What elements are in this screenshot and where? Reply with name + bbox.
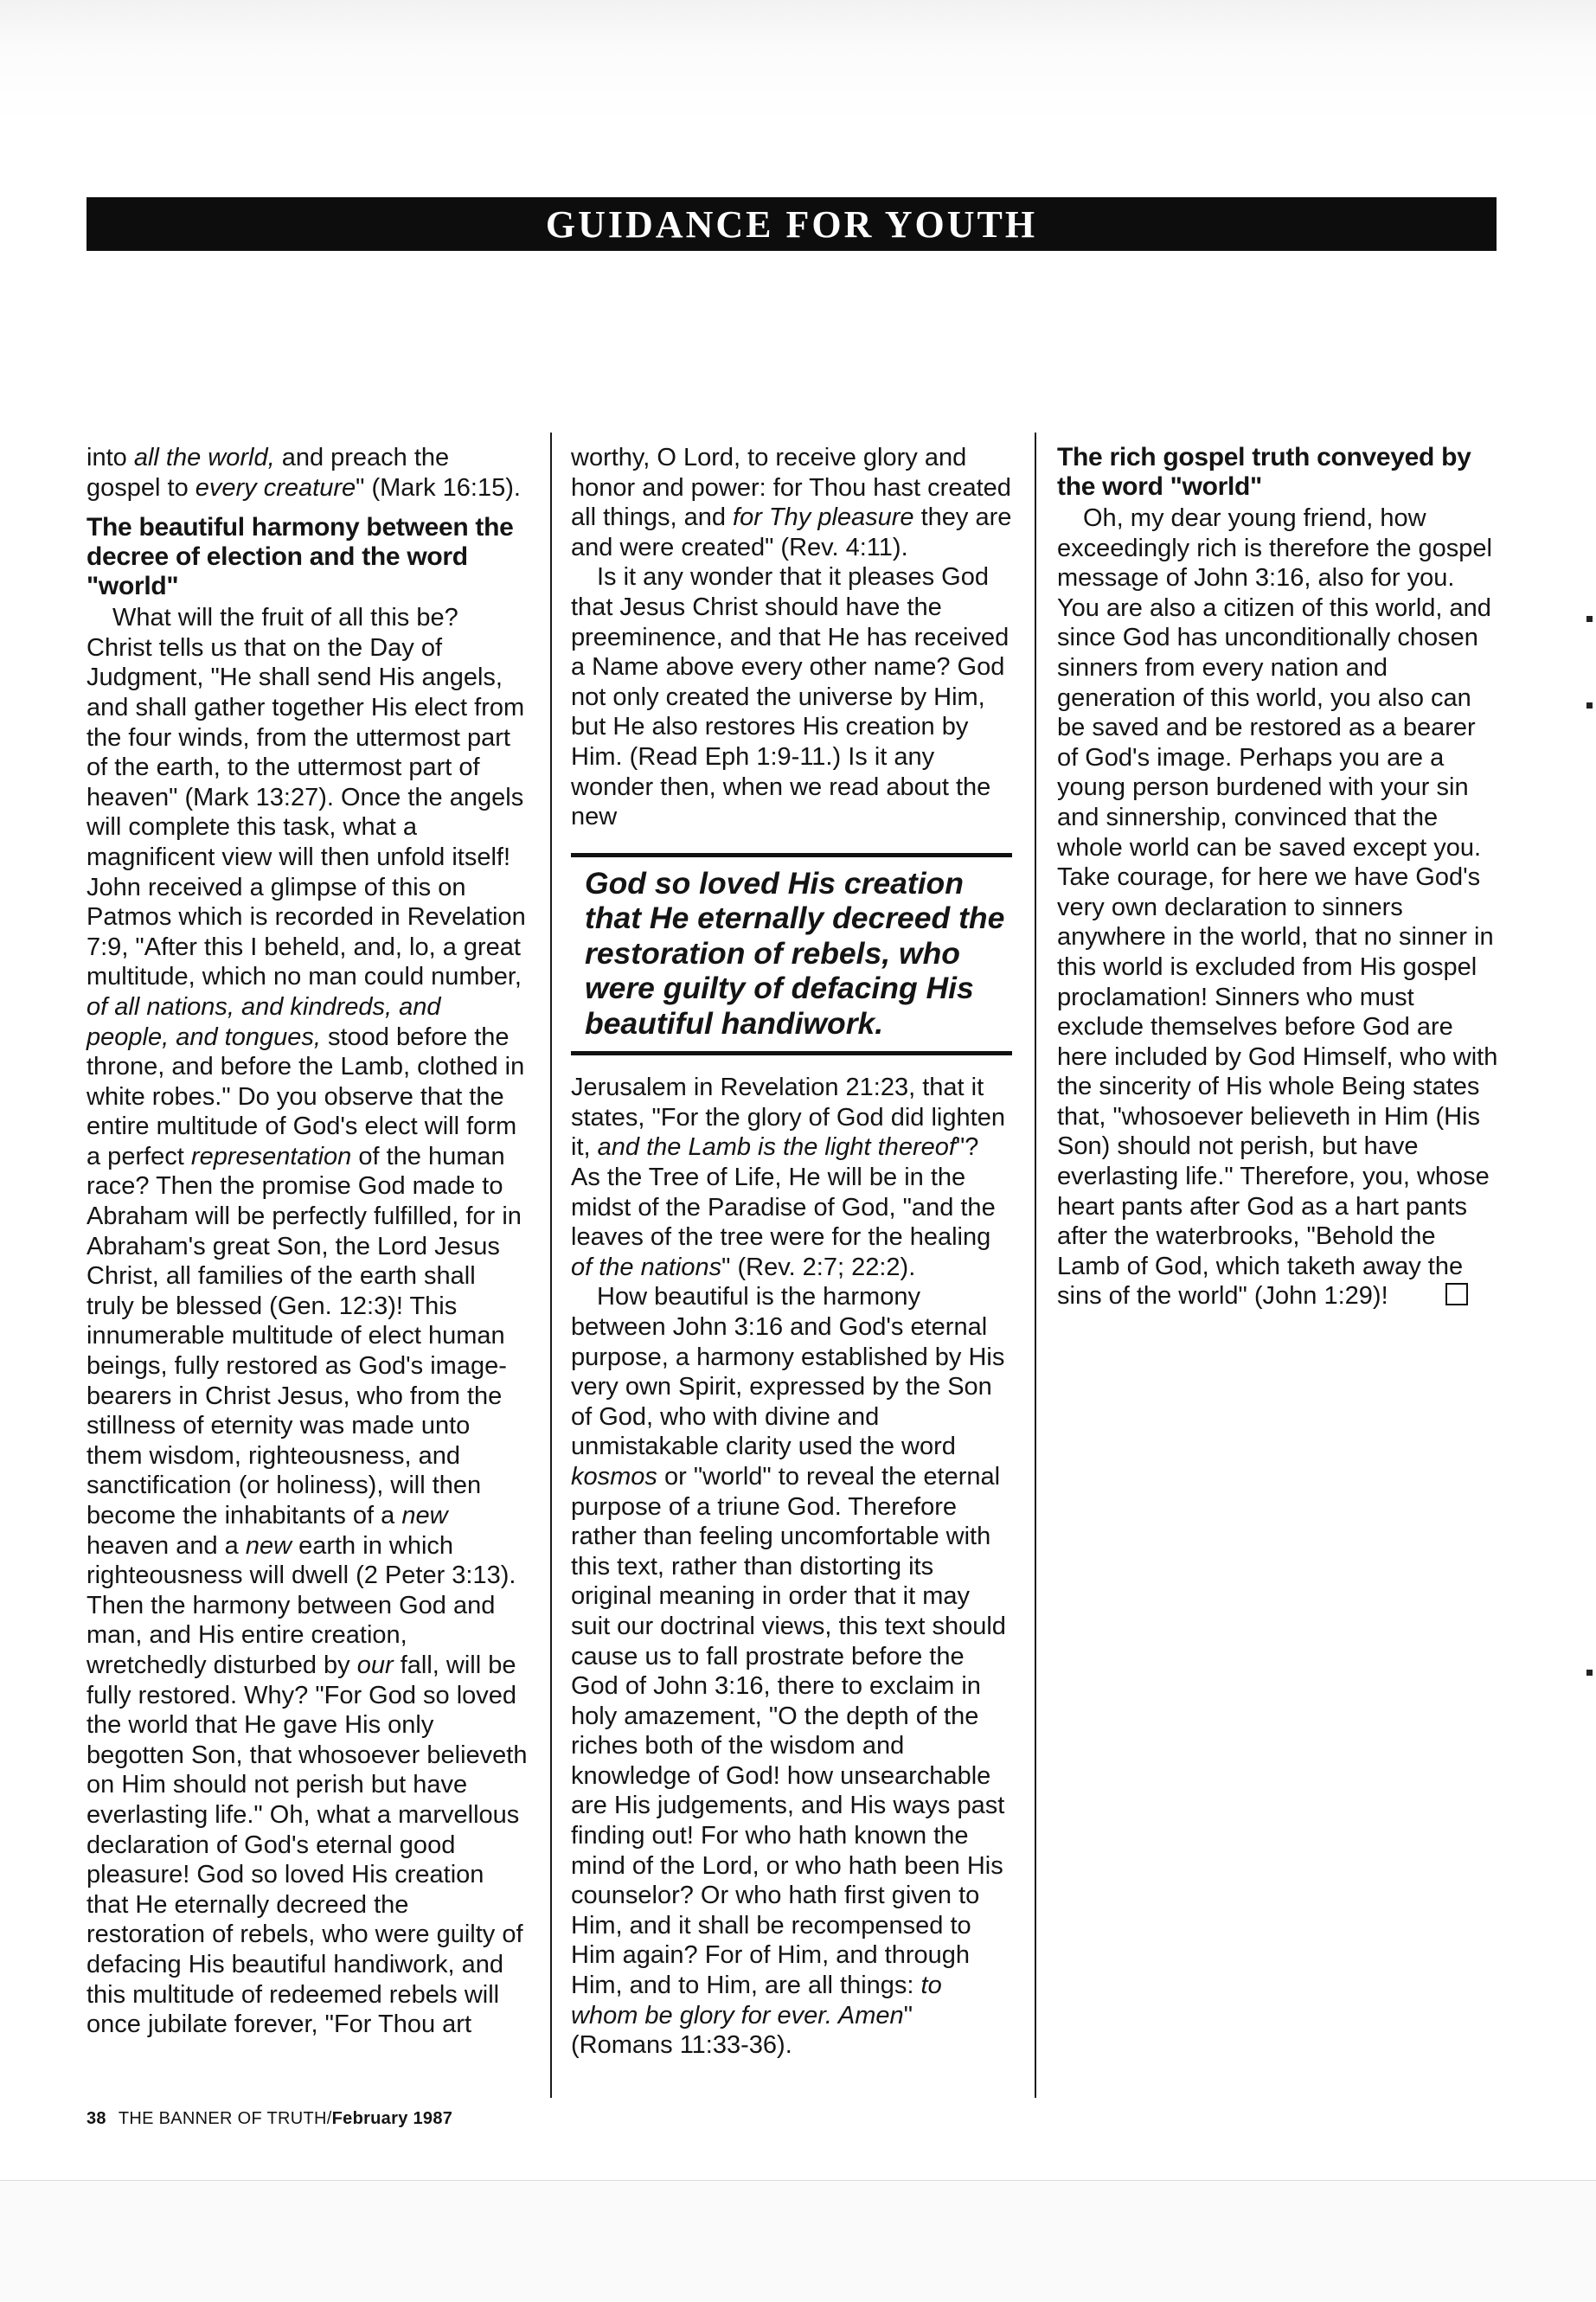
text-run: How beautiful is the harmony between John 3:16 and God's eternal purpose, a harmony established by His very own Spirit, expressed by the Son of God, who with divine and unmistakable clarity used the word: [571, 1283, 1005, 1461]
text-run: " (Mark 16:15).: [356, 473, 521, 502]
edge-mark: [1586, 616, 1593, 622]
italic-run: representation: [190, 1142, 352, 1170]
italic-run: to whom be glory for ever. Amen: [571, 1972, 942, 2029]
scan-margin-bottom: [0, 2180, 1596, 2302]
subheading: The beautiful harmony between the decree of election and the word "world": [87, 513, 514, 601]
italic-run: and the Lamb is the light thereof: [597, 1133, 956, 1162]
footer-separator: /: [326, 2109, 332, 2128]
paragraph-final: [1057, 503, 1498, 1311]
paragraph: [571, 1282, 1012, 2060]
text-run: earth in which righteousness will dwell (2 Peter 3:13). Then the harmony between God and man, and His entire creation, wretchedly disturbed by: [87, 1531, 516, 1679]
column-rule: [1035, 433, 1036, 2098]
italic-run: our: [356, 1651, 394, 1679]
paragraph: [87, 603, 528, 2040]
text-run: heaven and a: [87, 1531, 246, 1560]
publication-name: THE BANNER OF TRUTH: [118, 2109, 327, 2128]
text-run: into: [87, 444, 134, 471]
italic-run: of all nations, and kindreds, and people, and tongues,: [87, 992, 441, 1051]
paragraph: [571, 1073, 1012, 1282]
text-run: and preach the gospel to: [87, 444, 450, 502]
article-column-3: [1057, 443, 1498, 1311]
text-run: "? As the Tree of Life, He will be in the midst of the Paradise of God, "and the leaves of the tree were for the healing: [571, 1133, 996, 1252]
article-column-1: [87, 443, 528, 2040]
column-rule: [550, 433, 552, 2098]
issue-date: February 1987: [331, 2109, 453, 2128]
section-title: GUIDANCE FOR YOUTH: [545, 202, 1038, 246]
text-run: stood before the throne, and before the Lamb, clothed in white robes." Do you observe that the entire multitude of God's elect will form a perfect: [87, 1023, 525, 1170]
text-run: Jerusalem in Revelation 21:23, that it states, "For the glory of God did lighten it,: [571, 1074, 1005, 1162]
italic-run: kosmos: [571, 1462, 657, 1491]
section-banner: [87, 197, 1497, 251]
italic-run: every creature: [195, 473, 356, 502]
italic-run: for Thy pleasure: [733, 503, 914, 532]
text-run: " (Romans 11:33-36).: [571, 2001, 913, 2060]
paragraph-text: [1057, 504, 1497, 1310]
scan-margin-top: [0, 0, 1596, 121]
page-footer: [87, 2109, 452, 2129]
italic-run: new: [245, 1531, 292, 1560]
text-run: Is it any wonder that it pleases God that Jesus Christ should have the preeminence, and that He has received a Name above every other name? God not only created the universe by Him, but He also restores His creation by Him. (Read Eph 1:9-11.) Is it any wonder then, when we read about the new: [571, 563, 1010, 831]
text-run: Oh, my dear young friend, how exceedingly rich is therefore the gospel message of John 3:16, also for you. You are also a citizen of this world, and since God has unconditionally chosen sinners from every nation and generation of this world, you also can be saved and be restored as a bearer of God's image. Perhaps you are a young person burdened with your sin and sinnership, convinced that the whole world can be saved except you. Take courage, for here we have God's very own declaration to sinners anywhere in the world, that no sinner in this world is excluded from His gospel proclamation! Sinners who must exclude themselves before God are here included by God Himself, who with the sincerity of His whole Being states that, "whosoever believeth in Him (His Son) should not perish, but have everlasting life." Therefore, you, whose heart pants after God as a hart pants after the waterbrooks, "Behold the Lamb of God, which taketh away the sins of the world" (John 1:29)!: [1057, 504, 1498, 1311]
italic-run: of the nations: [571, 1253, 722, 1281]
text-run: they are and were created" (Rev. 4:11).: [571, 503, 1012, 561]
pull-quote: God so loved His creation that He eternally decreed the restoration of rebels, who were guilty of defacing His beautiful handiwork.: [571, 853, 1012, 1056]
text-run: fall, will be fully restored. Why? "For God so loved the world that He gave His only begotten Son, that whosoever believeth on Him should not perish but have everlasting life." Oh, what a marvellous declaration of God's eternal good pleasure! God so loved His creation that He eternally decreed the restoration of rebels, who were guilty of defacing His beautiful handiwork, and this multitude of redeemed rebels will once jubilate forever, "For Thou art: [87, 1651, 528, 2039]
text-run: " (Rev. 2:7; 22:2).: [721, 1253, 916, 1281]
edge-mark: [1586, 1670, 1593, 1676]
paragraph: [87, 443, 528, 503]
italic-run: new: [401, 1502, 448, 1529]
page-number: 38: [87, 2109, 106, 2128]
paragraph: [571, 562, 1012, 831]
text-run: worthy, O Lord, to receive glory and honor and power: for Thou hast created all things, and: [571, 444, 1011, 532]
subheading: The rich gospel truth conveyed by the word "world": [1057, 443, 1471, 501]
text-run: or "world" to reveal the eternal purpose of a triune God. Therefore rather than feeling uncomfortable with this text, rather than distorting its original meaning in order that it may suit our doctrinal views, this text should cause us to fall prostrate before the God of John 3:16, there to exclaim in holy amazement, "O the depth of the riches both of the wisdom and knowledge of God! how unsearchable are His judgements, and His ways past finding out! For who hath known the mind of the Lord, or who hath been His counselor? Or who hath first given to Him, and it shall be recompensed to Him again? For of Him, and through Him, and to Him, are all things:: [571, 1462, 1006, 2000]
text-run: What will the fruit of all this be? Christ tells us that on the Day of Judgment, "He shall send His angels, and shall gather together His elect from the four winds, from the uttermost part of the earth, to the uttermost part of heaven" (Mark 13:27). Once the angels will complete this task, what a magnificent view will then unfold itself! John received a glimpse of this on Patmos which is recorded in Revelation 7:9, "After this I beheld, and, lo, a great multitude, which no man could number,: [87, 604, 526, 991]
paragraph: [571, 443, 1012, 562]
edge-mark: [1586, 702, 1593, 709]
square-end-mark-icon: [1445, 1283, 1468, 1305]
text-run: of the human race? Then the promise God made to Abraham will be perfectly fulfilled, for in Abraham's great Son, the Lord Jesus Christ, all families of the earth shall truly be blessed (Gen. 12:3)! This innumerable multitude of elect human beings, fully restored as God's image-bearers in Christ Jesus, who from the stillness of eternity was made unto them wisdom, righteousness, and sanctification (or holiness), will then become the inhabitants of a: [87, 1142, 522, 1529]
italic-run: all the world,: [133, 444, 275, 471]
article-column-2: [571, 443, 1012, 2061]
